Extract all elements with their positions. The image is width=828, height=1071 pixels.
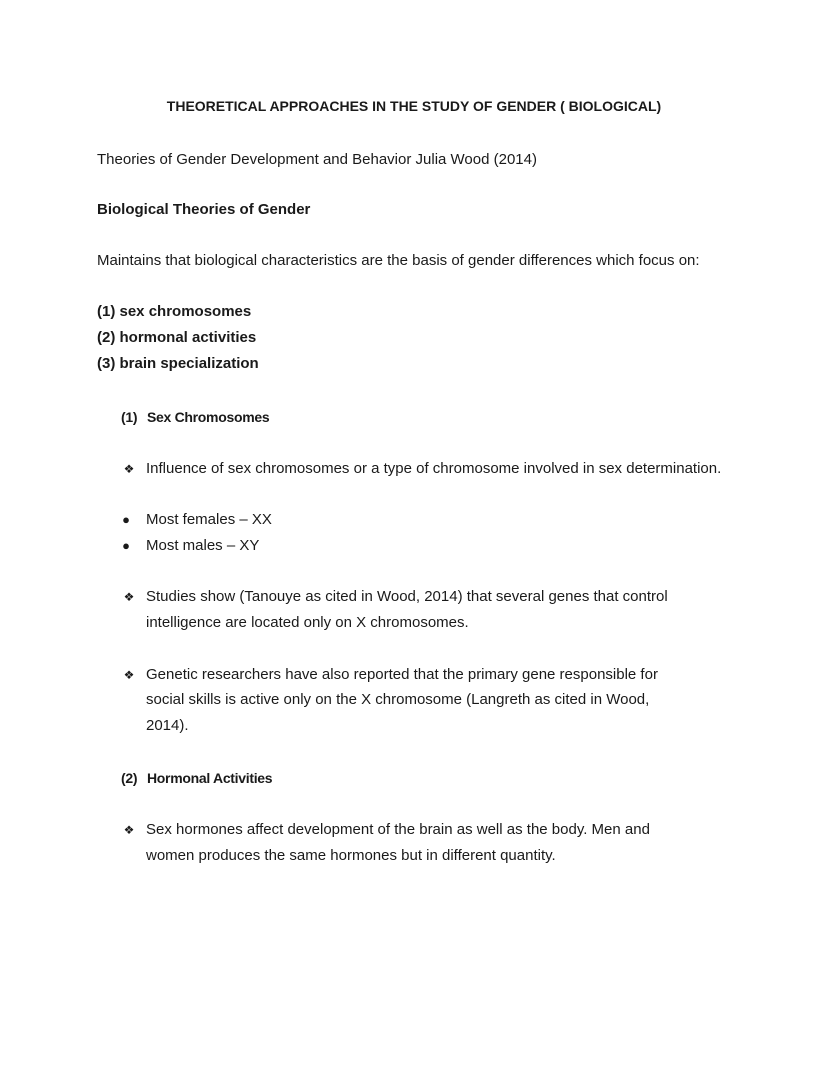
diamond-bullet-icon: ❖ bbox=[123, 590, 135, 604]
intro-paragraph: Maintains that biological characteristics are the basis of gender differences which focus on: bbox=[97, 252, 700, 269]
section2-point-line: Sex hormones affect development of the brain as well as the body. Men and bbox=[146, 821, 650, 838]
section1-heading bbox=[121, 408, 269, 426]
section1-point: Influence of sex chromosomes or a type of chromosome involved in sex determination. bbox=[146, 460, 722, 477]
section1-point-line: Genetic researchers have also reported that the primary gene responsible for bbox=[146, 666, 658, 683]
section2-point-line: women produces the same hormones but in different quantity. bbox=[146, 847, 556, 864]
round-bullet-icon: ● bbox=[122, 512, 130, 527]
diamond-bullet-icon: ❖ bbox=[123, 668, 135, 682]
diamond-bullet-icon: ❖ bbox=[123, 462, 135, 476]
section1-point-line: intelligence are located only on X chromosomes. bbox=[146, 614, 469, 631]
section2-heading bbox=[121, 769, 272, 787]
focus-list-item: (3) brain specialization bbox=[97, 355, 259, 372]
section1-point-line: 2014). bbox=[146, 717, 189, 734]
focus-list-item: (2) hormonal activities bbox=[97, 329, 257, 346]
round-bullet-icon: ● bbox=[122, 538, 130, 553]
section1-title: Sex Chromosomes bbox=[147, 409, 270, 425]
section1-number: (1) bbox=[121, 409, 138, 425]
document-subtitle: Theories of Gender Development and Behavior Julia Wood (2014) bbox=[97, 151, 537, 168]
focus-list-item: (1) sex chromosomes bbox=[97, 303, 252, 320]
document-title: THEORETICAL APPROACHES IN THE STUDY OF GENDER ( BIOLOGICAL) bbox=[166, 98, 662, 114]
diamond-bullet-icon: ❖ bbox=[123, 823, 135, 837]
section1-point-line: Studies show (Tanouye as cited in Wood, 2014) that several genes that control bbox=[146, 588, 668, 605]
section-heading: Biological Theories of Gender bbox=[97, 201, 311, 218]
section1-point-line: social skills is active only on the X chromosome (Langreth as cited in Wood, bbox=[146, 691, 650, 708]
section2-title: Hormonal Activities bbox=[147, 770, 273, 786]
sub-bullet-item: Most females – XX bbox=[146, 511, 272, 528]
section2-number: (2) bbox=[121, 770, 138, 786]
sub-bullet-item: Most males – XY bbox=[146, 537, 260, 554]
